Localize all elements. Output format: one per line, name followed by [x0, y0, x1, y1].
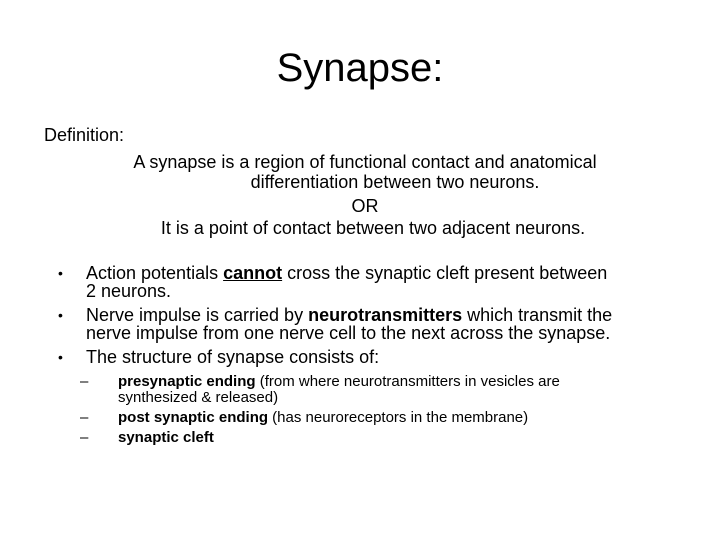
bullet-text-post: cross the synaptic cleft present between — [282, 263, 608, 283]
sub-text-cont: synthesized & released) — [118, 389, 279, 406]
bullet-text-cont: nerve impulse from one nerve cell to the next across the synapse. — [86, 323, 611, 343]
sub-text — [118, 374, 678, 406]
bullet-marker: • — [58, 265, 63, 281]
sub-emphasis: post synaptic ending — [118, 409, 269, 426]
bullet-text: The structure of synapse consists of: — [86, 347, 380, 367]
bullet-text — [86, 306, 686, 342]
definition-line-2: differentiation between two neurons. — [250, 172, 540, 192]
definition-line-3: It is a point of contact between two adjacent neurons. — [160, 218, 586, 238]
definition-label — [44, 124, 124, 146]
sub-marker: – — [80, 409, 89, 426]
bullet-emphasis: cannot — [223, 263, 283, 283]
definition-or: OR — [351, 196, 379, 216]
bullet-text-cont: 2 neurons. — [86, 281, 172, 301]
sub-marker: – — [80, 373, 89, 390]
sub-text-post: (has neuroreceptors in the membrane) — [268, 409, 529, 426]
sub-marker: – — [80, 429, 89, 446]
bullet-emphasis: neurotransmitters — [308, 305, 463, 325]
bullet-text-pre: Nerve impulse is carried by — [86, 305, 309, 325]
sub-text — [118, 410, 678, 426]
slide-title: Synapse: — [276, 46, 444, 90]
definition-word: Definition — [44, 125, 120, 145]
bullet-text-post: which transmit the — [462, 305, 613, 325]
bullet-marker: • — [58, 307, 63, 323]
bullet-text-pre: Action potentials — [86, 263, 224, 283]
sub-emphasis: synaptic cleft — [118, 429, 214, 446]
definition-line-1: A synapse is a region of functional contact and anatomical — [133, 152, 597, 172]
sub-emphasis: presynaptic ending — [118, 373, 256, 390]
bullet-text — [86, 264, 686, 300]
sub-text-post: (from where neurotransmitters in vesicles are — [255, 373, 560, 390]
sub-text — [118, 430, 678, 446]
bullet-marker: • — [58, 349, 63, 365]
definition-colon: : — [119, 125, 125, 145]
